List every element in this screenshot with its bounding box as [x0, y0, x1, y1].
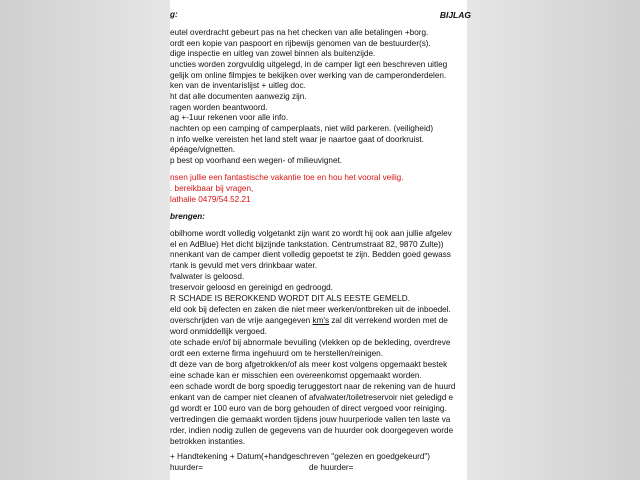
red-text-line: nsen jullie een fantastische vakantie toe en hou het vooral veilig. — [170, 173, 404, 182]
text-line: obilhome wordt volledig volgetankt zijn want zo wordt hij ook aan jullie afgelev — [170, 229, 452, 238]
text-line: vertredingen die gemaakt worden tijdens jouw huurperiode vallen ten laste va — [170, 415, 451, 424]
text-line: eine schade kan er misschien een overeenkomst opgemaakt worden. — [170, 371, 422, 380]
signature-line: + Handtekening + Datum(+handgeschreven "gelezen en goedgekeurd") — [170, 452, 431, 461]
text-line: gelijk om online filmpjes te bekijken over werking van de camperonderdelen. — [170, 71, 447, 80]
km-word: km's — [312, 316, 330, 325]
text-line: ote schade en/of bij abnormale bevuiling (vlekken op de bekleding, overdreve — [170, 338, 451, 347]
text-line: word onmiddellijk vergoed. — [170, 327, 267, 336]
text-line: fvalwater is geloosd. — [170, 272, 245, 281]
text-line: ordt een externe firma ingehuurd om te herstellen/reinigen. — [170, 349, 383, 358]
text-line: ragen worden beantwoord. — [170, 103, 268, 112]
text-line: nachten op een camping of camperplaats, niet wild parkeren. (veiligheid) — [170, 124, 434, 133]
text-line: dige inspectie en uitleg van zowel binnen als buitenzijde. — [170, 49, 376, 58]
section-title: brengen: — [170, 212, 206, 221]
text-line: el en AdBlue) Het dicht bijzijnde tankstation. Centrumstraat 82, 9870 Zulte)) — [170, 240, 444, 249]
text-line: rder, indien nodig zullen de gegevens van de huurder ook doorgegeven worde — [170, 426, 454, 435]
huurder-left: huurder= — [170, 463, 204, 472]
text-line: enkant van de camper niet cleanen of afvalwater/toiletreservoir niet geledigd e — [170, 393, 454, 402]
text-line: betrokken instanties. — [170, 437, 246, 446]
text-fragment: overschrijden van de vrije aangegeven — [170, 316, 311, 325]
huurder-right: de huurder= — [309, 463, 354, 472]
text-line: ordt een kopie van paspoort en rijbewijs genomen van de bestuurder(s). — [170, 39, 431, 48]
text-line: eld ook bij defecten en zaken die niet meer werken/ontbreken uit de inboedel. — [170, 305, 451, 314]
red-text-line: lathalie 0479/54.52.21 — [170, 195, 251, 204]
text-line: p best op voorhand een wegen- of milieuvignet. — [170, 156, 343, 165]
text-line: dt deze van de borg afgetrokken/of als meer kost volgens opgemaakt bestek — [170, 360, 448, 369]
left-gutter — [0, 0, 170, 480]
header-right: BIJLAG — [439, 10, 471, 20]
text-line: épéage/vignetten. — [170, 145, 236, 154]
document-page — [170, 0, 471, 480]
right-gutter — [467, 0, 640, 480]
text-line: rtank is gevuld met vers drinkbaar water. — [170, 261, 317, 270]
text-line: ht dat alle documenten aanwezig zijn. — [170, 92, 307, 101]
text-line: treservoir geloosd en gereinigd en gedroogd. — [170, 283, 333, 292]
red-text-line: . bereikbaar bij vragen, — [170, 184, 254, 193]
text-line: uncties worden zorgvuldig uitgelegd, in de camper ligt een beschreven uitleg — [170, 60, 448, 69]
text-line: gd wordt er 100 euro van de borg gehouden of direct vergoed voor reiniging. — [170, 404, 447, 413]
text-line: een schade wordt de borg spoedig teruggestort naar de rekening van de huurd — [170, 382, 456, 391]
text-fragment: zal dit verrekend worden met de — [329, 316, 448, 325]
text-line: n info welke vereisten het land stelt waar je naartoe gaat of doorkruist. — [170, 135, 424, 144]
text-line: eutel overdracht gebeurt pas na het checken van alle betalingen +borg. — [170, 28, 429, 37]
text-line: R SCHADE IS BEROKKEND WORDT DIT ALS EESTE GEMELD. — [170, 294, 410, 303]
text-line — [170, 316, 448, 326]
text-line: ag +-1uur rekenen voor alle info. — [170, 113, 289, 122]
text-line: ken van de inventarislijst + uitleg doc. — [170, 81, 306, 90]
text-line: nnenkant van de camper dient volledig gepoetst te zijn. Bedden goed gewass — [170, 250, 451, 259]
header-left: g: — [170, 10, 178, 19]
